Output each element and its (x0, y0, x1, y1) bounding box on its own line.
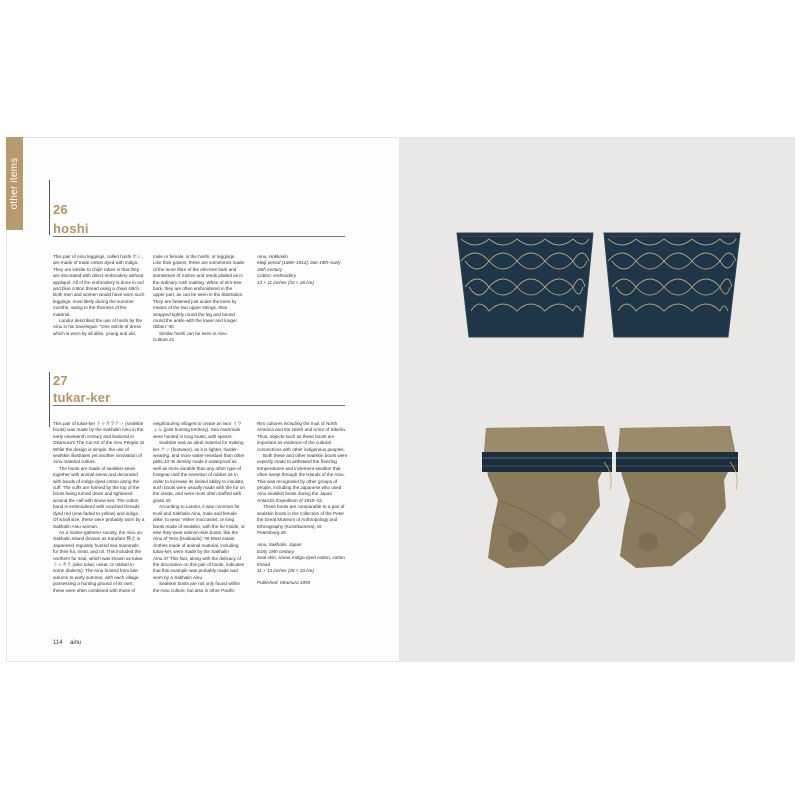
entry-title: tukar-ker (53, 390, 111, 405)
section-divider-line (49, 180, 50, 235)
text-column (153, 421, 245, 594)
hoshi-legging-left (455, 231, 595, 339)
sealskin-boot-right (612, 424, 744, 574)
paragraph: This pair of Ainu leggings, called hoshi ホシ, are made of trade cotton dyed with indigo. They are similar to chijiri robes in that they are decorated with direct embroidery without appliqué. All of the embroidery is done in red and blue cotton thread using a chain stitch. Both men and women would have worn such leggings, most likely during the summer months, owing to the thinness of the material. (53, 254, 145, 317)
right-page (400, 137, 795, 662)
text-column (153, 254, 245, 344)
section-tab-label: other items (9, 157, 20, 210)
running-footer: ainu (70, 640, 82, 646)
text-column (53, 421, 145, 594)
object-metadata: Ainu, Sakhalin, Japan Early 19th century Seal skin, sinew, indigo-dyed cotton, cotton thread 11 × 13 inches (28 × 33 cm) (257, 542, 345, 573)
paragraph: neighbouring villages to create an iwor イウォル (joint hunting territory). Sea mammals were hunted in long boats, with spears. (153, 421, 242, 439)
title-rule (53, 405, 345, 406)
entry-number: 26 (53, 202, 68, 217)
paragraph: Landor described the use of hoshi by the Ainu in his travelogue: "One article of dress which is worn by all alike, young and old, (53, 318, 142, 336)
paragraph: male or female, is the hoshi, or leggings. Like their gowns, these are sometimes made of the inner fibre of the elm-tree bark and sometimes of rushes and reeds plaited as in the ordinary rush matting. When of elm-tree bark, they are often embroidered in the upper part, as can be seen in the illustration. They are fastened just under the knee by means of the two upper strings, then wrapped tightly round the leg and bound round the ankle with the lower and longer ribbon."40 (153, 254, 245, 330)
paragraph: This pair of tukar-ker トゥカラケㇼ (sealskin boots) was made by the Sakhalin Ainu in the early nineteenth century and featured in Okamura's The Cut Art of the Ainu People.42 While the design is simple, the use of sealskin illustrates yet another innovation of Ainu material culture. (53, 421, 145, 465)
hoshi-legging-right (602, 231, 742, 339)
paragraph: As a hunter-gatherer society, the Ainu on Sakhalin Island (known as Karafuto 樺太 in Japanese) regularly hunted sea mammals for their fur, meat, and oil. This included the northern fur seal, which was known as tukar トゥカラ (also tukar, nukar, or tokkari in some dialects). The Ainu hunted from late autumn to early summer, with each village possessing a hunting ground of its own; these were often combined with those of (53, 529, 143, 593)
paragraph: Sealskin boots are not only found within the Ainu culture, but also in other Pacific (153, 581, 240, 593)
paragraph: The boots are made of sealskin sewn together with animal sinew and decorated with bands of indigo-dyed cotton along the cuff. The cuffs are formed by the top of the boots being turned down and tightened around the calf with sinew ties. The cotton band is embroidered with couched threads dyed red (now faded to yellow) and indigo. Of small size, these were probably worn by a Sakhalin Ainu woman. (53, 465, 145, 529)
object-metadata: Ainu, Hokkaido Meiji period (1868–1912), late 19th–early 20th century Cotton; embroidery 13 × 11 inches (33 × 28 cm) (257, 254, 341, 285)
section-divider-line (49, 372, 50, 427)
entry-number: 27 (53, 373, 68, 388)
entry-title: hoshi (53, 221, 89, 236)
paragraph: Rim cultures including the Inuit of North America and the Nivkh and Amur of Siberia. Thus, objects such as these boots are important as evidence of the cultural connections with other indigenous peoples. (257, 421, 347, 452)
title-rule (53, 236, 345, 237)
sealskin-boot-left (478, 424, 618, 574)
page-number: 114 (53, 640, 63, 646)
paragraph: These boots are comparable to a pair of sealskin boots in the collection of the Peter the Great Museum of Anthropology and Ethnography (Kunstkamera), St. Petersburg.48 (257, 504, 345, 535)
paragraph: According to Landor, it was common for Kuril and Sakhalin Ainu, male and female alike, to wear "either moccasins, or long boots made of sealskin, with the fur inside, or else they wear salmon-skin boots, like the Ainu of Yezo [Hokkaido]."46 Most extant clothes made of animal material, including tukar-ker, were made by the Sakhalin Ainu.47 This fact, along with the delicacy of the decoration on this pair of boots, indicates that this example was probably made and worn by a Sakhalin Ainu. (153, 504, 245, 580)
paragraph: Both these and other sealskin boots were expertly made to withstand the freezing temperatures and inclement weather that often swept through the islands of the Ainu. This was recognised by other groups of people, including the Japanese who used Ainu sealskin boots during the Japan Antarctic Expedition of 1910–12. (257, 453, 348, 503)
section-tab (6, 137, 23, 230)
paragraph: Sealskin was an ideal material for making ker ケㇼ (footwear), as it is lighter, harder-wearing, and more water-resistant than other pelts.43 Its density made it waterproof as well as more durable than any other type of footgear until the invention of rubber.44 In order to increase its limited ability to insulate, such boots were usually made with the fur on the inside, and were most often stuffed with grass.45 (153, 440, 245, 503)
publication-note: Published: Okamura 1993 (257, 580, 311, 586)
text-column (53, 254, 145, 337)
paragraph: Similar hoshi can be seen in Ainu Culture.41 (153, 330, 227, 343)
text-column (257, 421, 349, 587)
